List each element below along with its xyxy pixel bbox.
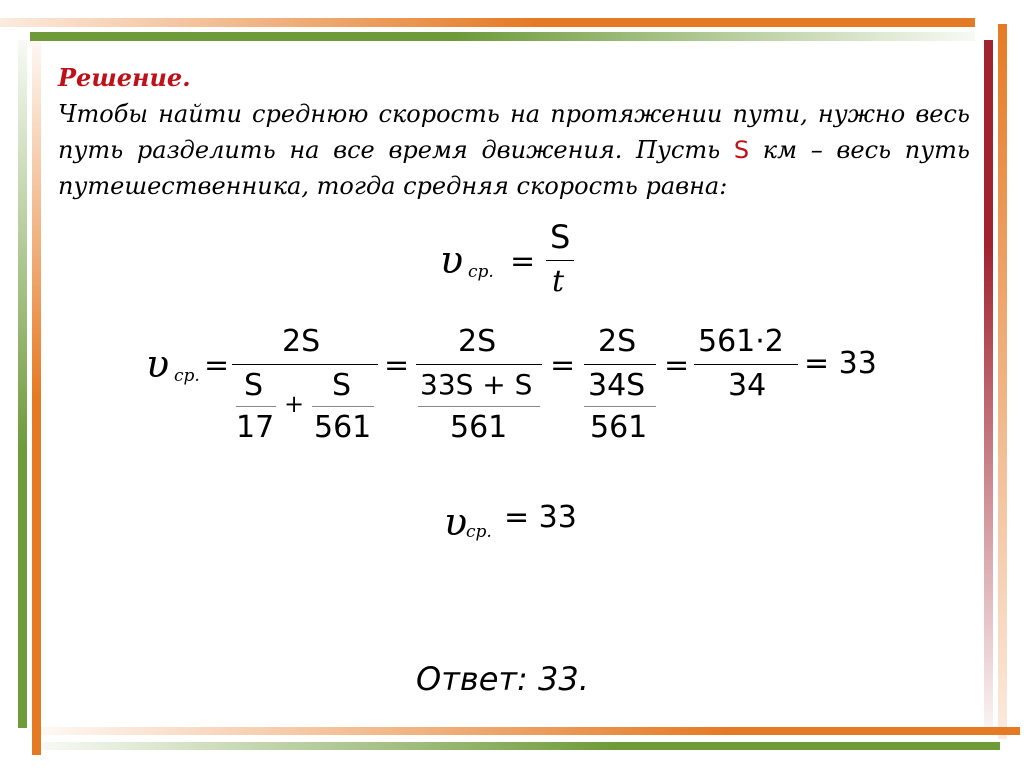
bottom-green-bar [40, 742, 1000, 750]
top-green-bar [30, 32, 975, 41]
solution-heading: Решение. [58, 63, 191, 92]
fraction3-inner-denominator: 561 [590, 410, 648, 445]
fraction1-numerator: 2S [282, 324, 321, 359]
formula-calculation-chain [140, 320, 900, 450]
formula-final-speed [444, 492, 644, 552]
final-speed-value: = 33 [504, 500, 577, 535]
solution-paragraph [58, 96, 970, 204]
equals-sign: = [550, 348, 576, 383]
fraction1-term-b-denominator: 561 [314, 410, 372, 445]
fraction2-inner-bar [418, 406, 540, 407]
left-orange-bar [32, 40, 41, 755]
velocity-symbol: υ [440, 238, 464, 282]
answer-text: Ответ: 33. [416, 660, 589, 698]
equals-sign: = [204, 348, 230, 383]
fraction3-bar [584, 364, 656, 365]
distance-variable: S [733, 136, 750, 164]
plus-sign: + [284, 390, 305, 418]
equals-sign: = [510, 244, 536, 279]
fraction1-term-a-numerator: S [244, 368, 264, 403]
fraction2-inner-numerator: 33S + S [420, 368, 533, 401]
solution-text [58, 60, 970, 204]
fraction3-numerator: 2S [598, 324, 637, 359]
bottom-orange-bar [40, 727, 1020, 735]
fraction2-inner-denominator: 561 [450, 410, 508, 445]
velocity-symbol: υ [146, 342, 170, 386]
paragraph-part2: км – весь путь путешественника, тогда средняя скорость равна: [58, 136, 970, 200]
fraction1-term-a-denominator: 17 [236, 410, 275, 445]
velocity-subscript: ср. [466, 522, 492, 542]
chain-result: = 33 [804, 346, 877, 381]
left-green-bar [18, 40, 27, 728]
velocity-subscript: ср. [468, 262, 494, 282]
fraction3-inner-numerator: 34S [588, 368, 646, 403]
formula-average-speed-definition [440, 220, 600, 310]
fraction2-bar [416, 364, 542, 365]
numerator-s: S [550, 218, 571, 256]
equals-sign: = [384, 348, 410, 383]
fraction4-denominator: 34 [728, 368, 767, 403]
fraction-bar [546, 260, 574, 261]
right-red-bar [984, 40, 993, 730]
velocity-symbol: υ [444, 500, 468, 544]
fraction4-bar [694, 364, 798, 365]
paragraph-part1: Чтобы найти среднюю скорость на протяжении пути, нужно весь путь разделить на все время движения. Пусть [58, 100, 970, 164]
fraction1-term-a-bar [236, 406, 276, 407]
fraction1-bar [232, 364, 378, 365]
fraction3-inner-bar [584, 406, 656, 407]
denominator-t: t [552, 264, 565, 299]
top-orange-bar [0, 18, 975, 27]
fraction1-term-b-numerator: S [332, 368, 352, 403]
fraction4-numerator: 561·2 [698, 324, 784, 359]
fraction2-numerator: 2S [458, 324, 497, 359]
fraction1-term-b-bar [312, 406, 374, 407]
right-orange-bar [998, 24, 1007, 739]
velocity-subscript: ср. [174, 366, 200, 386]
equals-sign: = [664, 348, 690, 383]
